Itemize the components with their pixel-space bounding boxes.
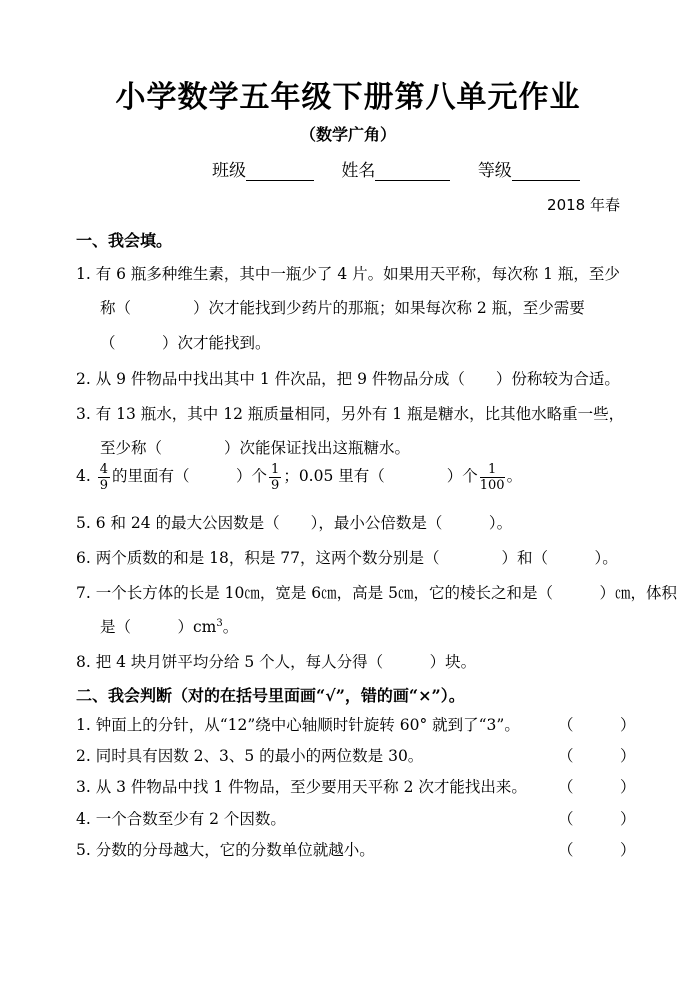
fraction-1-100: $\frac{1}{100}$ xyxy=(479,461,505,493)
question-4: 4. $\frac{4}{9}$ 的里面有（ ）个 $\frac{1}{9}$ ；0.05 里有（ ）个 $\frac{1}{100}$ 。 xyxy=(76,461,523,493)
judge-item-5: 5. 分数的分母越大，它的分数单位就越小。 xyxy=(76,841,375,859)
section2-heading: 二、我会判断（对的在括号里面画“√”，错的画“×”）。 xyxy=(76,686,465,705)
grade-label: 等级 xyxy=(477,161,512,181)
fraction-4-9: $\frac{4}{9}$ xyxy=(99,461,109,493)
class-label: 班级 xyxy=(212,161,246,181)
student-info-row xyxy=(212,156,602,181)
term-label: 2018 年春 xyxy=(547,196,620,214)
judge-item-4: 4. 一个合数至少有 2 个因数。 xyxy=(76,810,286,828)
name-label: 姓名 xyxy=(341,161,376,181)
question-2: 2. 从 9 件物品中找出其中 1 件次品，把 9 件物品分成（ ）份称较为合适。 xyxy=(76,370,620,388)
judge-answer-3[interactable]: （ ） xyxy=(558,778,636,796)
judge-answer-5[interactable]: （ ） xyxy=(558,841,636,859)
question-7-line-1: 7. 一个长方体的长是 10㎝，宽是 6㎝，高是 5㎝，它的棱长之和是（ ）㎝，体积 xyxy=(76,584,677,602)
question-7-line-2: 是（ ）$cm^3$。 xyxy=(100,617,239,636)
judge-item-2: 2. 同时具有因数 2、3、5 的最小的两位数是 30。 xyxy=(76,747,424,765)
question-1-line-2: 称（ ）次才能找到少药片的那瓶；如果每次称 2 瓶，至少需要 xyxy=(100,299,585,317)
judge-answer-2[interactable]: （ ） xyxy=(558,747,636,765)
grade-field[interactable] xyxy=(512,162,580,181)
page-subtitle: （数学广角） xyxy=(299,125,396,144)
question-4-text-1: 的里面有（ ）个 xyxy=(112,467,268,485)
question-4-text-2: ；0.05 里有（ ）个 xyxy=(283,467,478,485)
name-field[interactable] xyxy=(375,162,450,181)
question-6: 6. 两个质数的和是 18，积是 77，这两个数分别是（ ）和（ ）。 xyxy=(76,549,618,567)
judge-item-1: 1. 钟面上的分针，从“12”绕中心轴顺时针旋转 60° 就到了“3”。 xyxy=(76,716,520,734)
question-3-line-2: 至少称（ ）次能保证找出这瓶糖水。 xyxy=(100,439,411,457)
page-title: 小学数学五年级下册第八单元作业 xyxy=(115,80,581,115)
judge-answer-1[interactable]: （ ） xyxy=(558,716,636,734)
section1-heading: 一、我会填。 xyxy=(76,231,173,250)
question-8: 8. 把 4 块月饼平均分给 5 个人，每人分得（ ）块。 xyxy=(76,653,477,671)
question-1-line-1: 1. 有 6 瓶多种维生素，其中一瓶少了 4 片。如果用天平称，每次称 1 瓶，至少 xyxy=(76,265,620,283)
class-field[interactable] xyxy=(246,162,314,181)
judge-item-3: 3. 从 3 件物品中找 1 件物品，至少要用天平称 2 次才能找出来。 xyxy=(76,778,527,796)
cubic-superscript: 3 xyxy=(216,617,223,629)
question-5: 5. 6 和 24 的最大公因数是（ ），最小公倍数是（ ）。 xyxy=(76,514,513,532)
question-3-line-1: 3. 有 13 瓶水，其中 12 瓶质量相同，另外有 1 瓶是糖水，比其他水略重一些， xyxy=(76,405,625,423)
fraction-1-9: $\frac{1}{9}$ xyxy=(271,461,280,493)
question-1-line-3: （ ）次才能找到。 xyxy=(100,334,271,352)
judge-answer-4[interactable]: （ ） xyxy=(558,810,636,828)
question-4-number: 4. xyxy=(76,467,91,485)
